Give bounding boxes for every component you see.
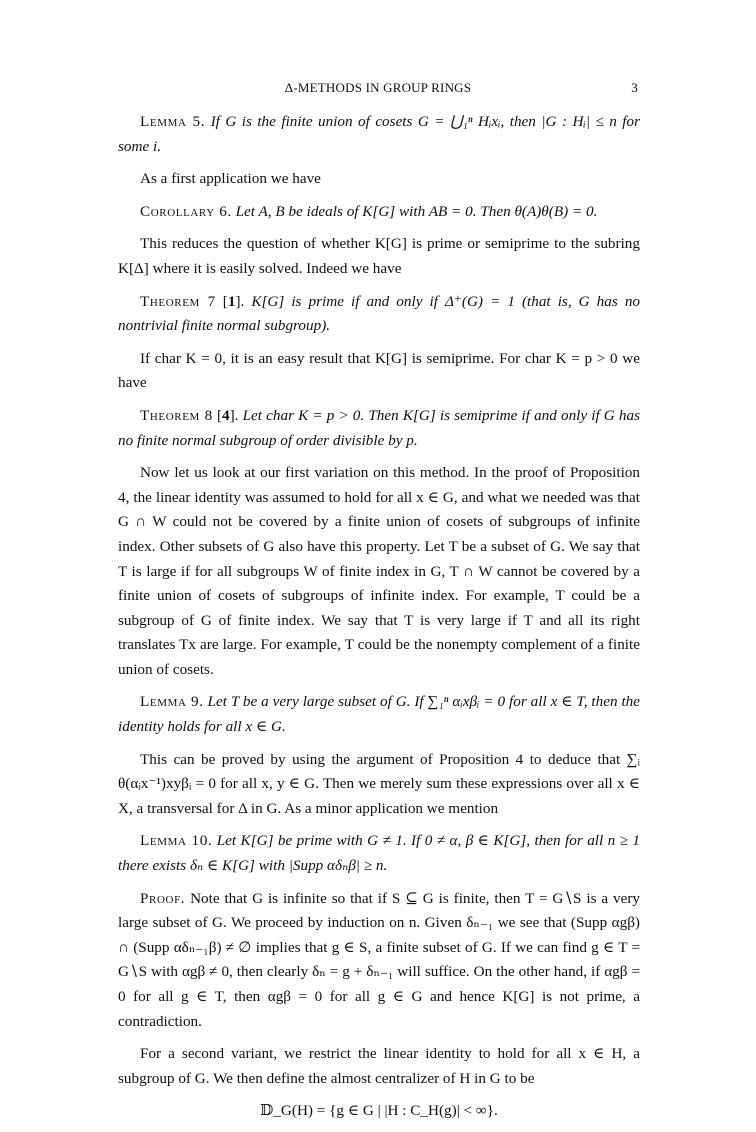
lemma-5-head: Lemma 5.	[140, 113, 206, 130]
proof	[118, 887, 640, 1035]
proof-text: Note that G is infinite so that if S ⊆ G is finite, then T = G∖S is a very large subset of G. We proceed by induction on n. Given δₙ₋₁ we see that (Supp αgβ) ∩ (Supp αδₙ₋₁β) ≠ ∅ implies that g ∈ S, a finite subset of G. If we can find g ∈ T = G∖S with αgβ ≠ 0, then clearly δₙ = g + δₙ₋₁ will suffice. On the other hand, if αgβ = 0 for all g ∈ T, then αgβ = 0 for all g ∈ G and hence K[G] is not prime, a contradiction.	[118, 889, 640, 1030]
lemma-9-statement: Let T be a very large subset of G. If ∑₁ⁿ αᵢxβᵢ = 0 for all x ∈ T, then the identity holds for all x ∈ G.	[118, 693, 641, 736]
lemma-10-head: Lemma 10.	[140, 832, 213, 850]
paragraph-4: Now let us look at our first variation on this method. In the proof of Proposition 4, the linear identity was assumed to hold for all x ∈ G, and what we needed was that G ∩ W could not be covered by a finite union of cosets of subgroups of infinite index. Other subsets of G also have this property. Let T be a subset of G. We say that T is large if for all subgroups W of finite index in G, T ∩ W cannot be covered by a finite union of cosets of subgroups of infinite index. For example, T could be a subgroup of G of finite index. We say that T is very large if T and all its right translates Tx are large. For example, T could be the nonempty complement of a finite union of cosets.	[118, 464, 640, 678]
corollary-6	[118, 200, 640, 225]
theorem-7: Theorem 7 [1]. K[G] is prime if and only if Δ⁺(G) = 1 (that is, G has no nontrivial finite normal subgroup).	[118, 292, 641, 335]
lemma-9	[118, 690, 640, 739]
theorem-7-head: Theorem 7	[140, 292, 216, 310]
page-body	[118, 110, 640, 1132]
lemma-5	[118, 110, 640, 159]
lemma-10	[118, 829, 640, 878]
paragraph-5: This can be proved by using the argument of Proposition 4 to deduce that ∑ᵢ θ(αᵢx⁻¹)xyβᵢ = 0 for all x, y ∈ G. Then we merely sum these expressions over all x ∈ X, a transversal for Δ in G. As a minor application we mention	[118, 750, 640, 817]
proof-head: Proof.	[140, 889, 186, 907]
theorem-8-citation[interactable]: 4	[222, 406, 230, 424]
lemma-5-statement: If G is the finite union of cosets G = ⋃₁ⁿ Hᵢxᵢ, then |G : Hᵢ| ≤ n for some i.	[118, 113, 641, 155]
paragraph-1: As a first application we have	[140, 170, 321, 188]
paragraph-6: For a second variant, we restrict the linear identity to hold for all x ∈ H, a subgroup of G. We then define the almost centralizer of H in G to be	[118, 1045, 640, 1087]
paragraph-3: If char K = 0, it is an easy result that K[G] is semiprime. For char K = p > 0 we have	[118, 349, 640, 392]
corollary-6-statement: Let A, B be ideals of K[G] with AB = 0. Then θ(A)θ(B) = 0.	[235, 202, 598, 220]
theorem-8-statement: Let char K = p > 0. Then K[G] is semiprime if and only if G has no finite normal subgroup of order divisible by p.	[118, 406, 640, 449]
paragraph-2: This reduces the question of whether K[G] is prime or semiprime to the subring K[Δ] where it is easily solved. Indeed we have	[118, 235, 640, 277]
theorem-7-citation[interactable]: 1	[227, 292, 236, 310]
corollary-6-head: Corollary 6.	[140, 202, 232, 220]
lemma-10-statement: Let K[G] be prime with G ≠ 1. If 0 ≠ α, β ∈ K[G], then for all n ≥ 1 there exists δₙ ∈ K[G] with |Supp αδₙβ| ≥ n.	[118, 832, 641, 875]
theorem-8-head: Theorem 8	[140, 406, 213, 424]
page-number: 3	[631, 80, 638, 95]
almost-centralizer-definition: 𝔻_G(H) = {g ∈ G | |H : C_H(g)| < ∞}.	[260, 1102, 498, 1120]
theorem-8: Theorem 8 [4]. Let char K = p > 0. Then K[G] is semiprime if and only if G has no finite normal subgroup of order divisible by p.	[118, 406, 640, 449]
running-title: Δ-METHODS IN GROUP RINGS	[284, 80, 472, 95]
lemma-9-head: Lemma 9.	[140, 693, 204, 711]
theorem-7-statement: K[G] is prime if and only if Δ⁺(G) = 1 (that is, G has no nontrivial finite normal subgroup).	[118, 292, 641, 335]
